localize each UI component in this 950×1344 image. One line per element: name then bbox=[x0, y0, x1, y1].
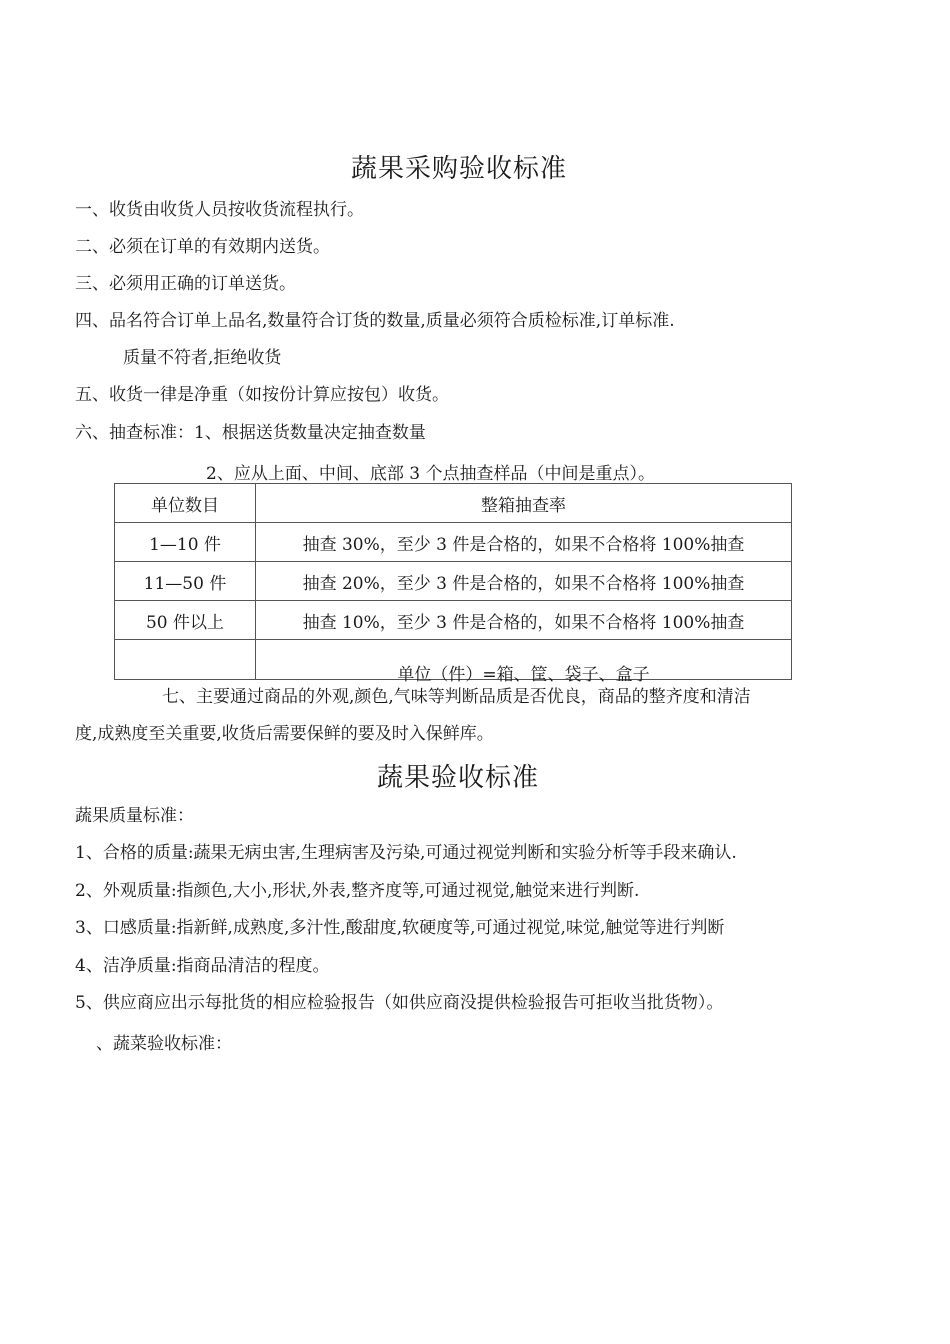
rule-6-item-2: 2、应从上面、中间、底部 3 个点抽查样品（中间是重点）。 bbox=[206, 464, 655, 484]
quality-item-3: 3、口感质量:指新鲜,成熟度,多汁性,酸甜度,软硬度等,可通过视觉,味觉,触觉等进行判断 bbox=[75, 918, 725, 938]
table-cell: 抽查 20%，至少 3 件是合格的，如果不合格将 100%抽查 bbox=[256, 562, 792, 601]
table-row bbox=[115, 562, 792, 601]
rule-4: 四、品名符合订单上品名,数量符合订货的数量,质量必须符合质检标准,订单标准. bbox=[75, 311, 675, 331]
table-header-row bbox=[115, 484, 792, 523]
table-row bbox=[115, 523, 792, 562]
rule-2: 二、必须在订单的有效期内送货。 bbox=[75, 237, 330, 257]
quality-item-5: 5、供应商应出示每批货的相应检验报告（如供应商没提供检验报告可拒收当批货物）。 bbox=[75, 993, 724, 1013]
table-cell bbox=[256, 640, 792, 685]
table-cell: 抽查 30%，至少 3 件是合格的，如果不合格将 100%抽查 bbox=[256, 523, 792, 562]
rule-7-line-2: 度,成熟度至关重要,收货后需要保鲜的要及时入保鲜库。 bbox=[75, 724, 494, 744]
vegetable-heading: 、蔬菜验收标准： bbox=[96, 1034, 232, 1054]
rule-1: 一、收货由收货人员按收货流程执行。 bbox=[75, 200, 364, 220]
table-cell: 抽查 10%，至少 3 件是合格的，如果不合格将 100%抽查 bbox=[256, 601, 792, 640]
table-row bbox=[115, 640, 792, 680]
rule-6: 六、抽查标准：1、根据送货数量决定抽查数量 bbox=[75, 423, 426, 443]
sampling-table bbox=[114, 483, 792, 685]
quality-item-1: 1、合格的质量:蔬果无病虫害,生理病害及污染,可通过视觉判断和实验分析等手段来确认. bbox=[75, 843, 737, 863]
rule-3: 三、必须用正确的订单送货。 bbox=[75, 274, 296, 294]
quality-item-4: 4、洁净质量:指商品清洁的程度。 bbox=[75, 956, 330, 976]
table-header-cell: 单位数目 bbox=[115, 484, 256, 523]
rule-4-continued: 质量不符者,拒绝收货 bbox=[123, 348, 282, 368]
table-cell: 50 件以上 bbox=[115, 601, 256, 640]
table-cell: 1—10 件 bbox=[115, 523, 256, 562]
rule-7-line-1: 七、主要通过商品的外观,颜色,气味等判断品质是否优良，商品的整齐度和清洁 bbox=[162, 687, 751, 707]
table-cell bbox=[115, 640, 256, 680]
table-row bbox=[115, 601, 792, 640]
section-title: 蔬果验收标准 bbox=[377, 763, 540, 793]
page-title: 蔬果采购验收标准 bbox=[351, 154, 568, 184]
table-cell: 11—50 件 bbox=[115, 562, 256, 601]
quality-item-2: 2、外观质量:指颜色,大小,形状,外表,整齐度等,可通过视觉,触觉来进行判断. bbox=[75, 881, 640, 901]
table-header-cell: 整箱抽查率 bbox=[256, 484, 792, 523]
quality-heading: 蔬果质量标准： bbox=[75, 806, 194, 826]
rule-5: 五、收货一律是净重（如按份计算应按包）收货。 bbox=[75, 385, 449, 405]
unit-note: 单位（件）=箱、筐、袋子、盒子 bbox=[397, 665, 650, 685]
